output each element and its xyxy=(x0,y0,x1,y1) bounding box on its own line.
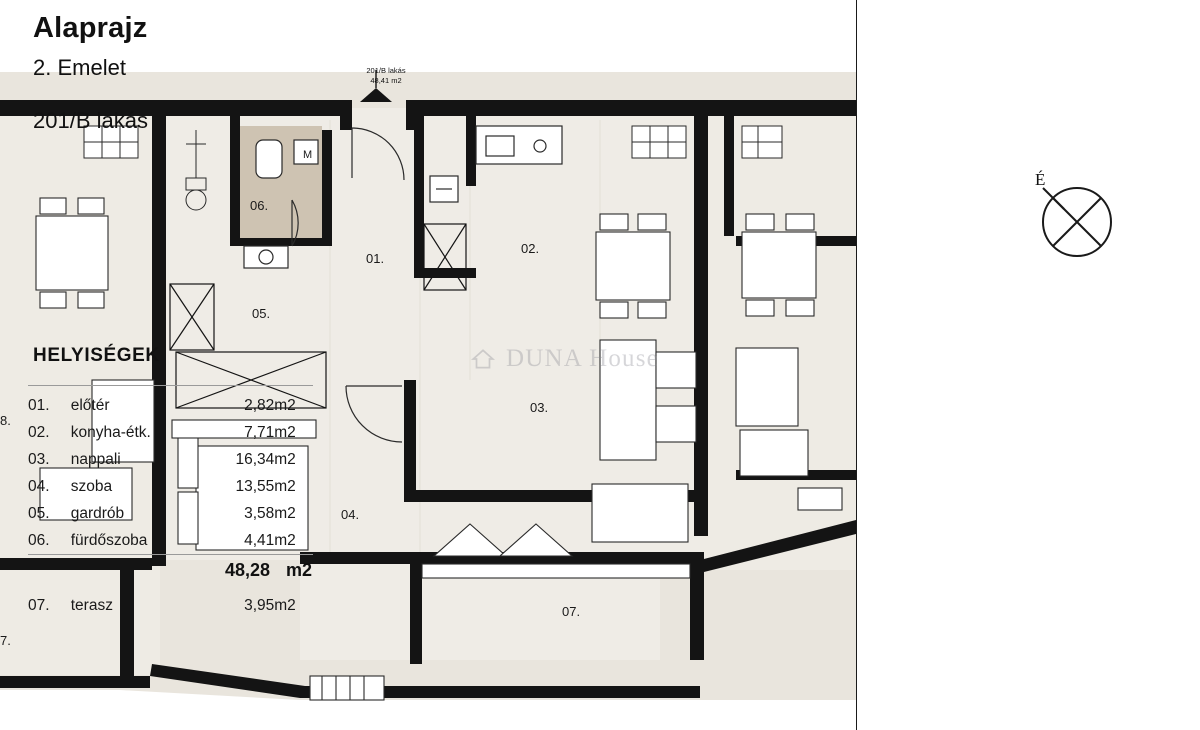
room-number: 04. xyxy=(28,477,50,495)
table-row xyxy=(28,419,315,446)
plan-label-neighbour-7: 7. xyxy=(0,633,11,648)
plan-label-05: 05. xyxy=(252,306,271,321)
rooms-rule-bottom xyxy=(28,554,313,555)
room-unit: m2 xyxy=(274,477,296,495)
room-area: 13,55 xyxy=(235,477,275,495)
plan-badge-area: 48,41 m2 xyxy=(370,76,402,85)
room-name: fürdőszoba xyxy=(70,531,148,549)
room-number: 02. xyxy=(28,423,50,441)
room-number: 06. xyxy=(28,531,50,549)
room-number: 01. xyxy=(28,396,50,414)
room-unit: m2 xyxy=(274,450,296,468)
info-panel xyxy=(857,0,1200,730)
watermark-text: DUNA House xyxy=(506,345,659,372)
room-number: 03. xyxy=(28,450,50,468)
total-area-value: 48,28 xyxy=(224,560,270,580)
plan-label-neighbour-8: 8. xyxy=(0,413,11,428)
table-row xyxy=(28,446,315,473)
page-title: Alaprajz xyxy=(33,12,148,44)
room-name: előtér xyxy=(70,396,110,414)
table-row xyxy=(28,592,315,619)
plan-label-04: 04. xyxy=(341,507,360,522)
total-area-unit: m2 xyxy=(286,560,313,580)
room-unit: m2 xyxy=(274,396,296,414)
room-name: nappali xyxy=(70,450,121,468)
terrace-name: terasz xyxy=(70,596,113,614)
floor-label: 2. Emelet xyxy=(33,55,126,80)
room-area: 2,82 xyxy=(244,396,275,414)
room-area: 4,41 xyxy=(244,531,275,549)
terrace-number: 07. xyxy=(28,596,50,614)
plan-label-03: 03. xyxy=(530,400,549,415)
terrace-area: 3,95 xyxy=(244,596,275,614)
plan-label-07: 07. xyxy=(562,604,581,619)
terrace-unit: m2 xyxy=(274,596,296,614)
plan-label-01: 01. xyxy=(366,251,385,266)
room-area: 3,58 xyxy=(244,504,275,522)
plan-entrance-badge xyxy=(340,66,432,86)
table-row xyxy=(28,473,315,500)
room-area: 7,71 xyxy=(244,423,275,441)
room-name: gardrób xyxy=(70,504,125,522)
terrace-table xyxy=(28,592,315,619)
rooms-table xyxy=(28,392,315,554)
table-row xyxy=(28,527,315,554)
room-name: szoba xyxy=(70,477,113,495)
table-row xyxy=(28,500,315,527)
flat-label: 201/B lakás xyxy=(33,108,148,133)
plan-badge-flat: 201/B lakás xyxy=(366,66,406,75)
rooms-rule-top xyxy=(28,385,313,386)
plan-label-06: 06. xyxy=(250,198,269,213)
rooms-heading: HELYISÉGEK xyxy=(33,345,160,366)
room-number: 05. xyxy=(28,504,50,522)
plan-label-02: 02. xyxy=(521,241,540,256)
room-unit: m2 xyxy=(274,531,296,549)
plan-label-m: M xyxy=(303,149,313,161)
room-area: 16,34 xyxy=(235,450,275,468)
table-row xyxy=(28,392,315,419)
room-unit: m2 xyxy=(274,504,296,522)
room-name: konyha-étk. xyxy=(70,423,151,441)
compass-north-label: É xyxy=(1035,170,1046,189)
room-unit: m2 xyxy=(274,423,296,441)
